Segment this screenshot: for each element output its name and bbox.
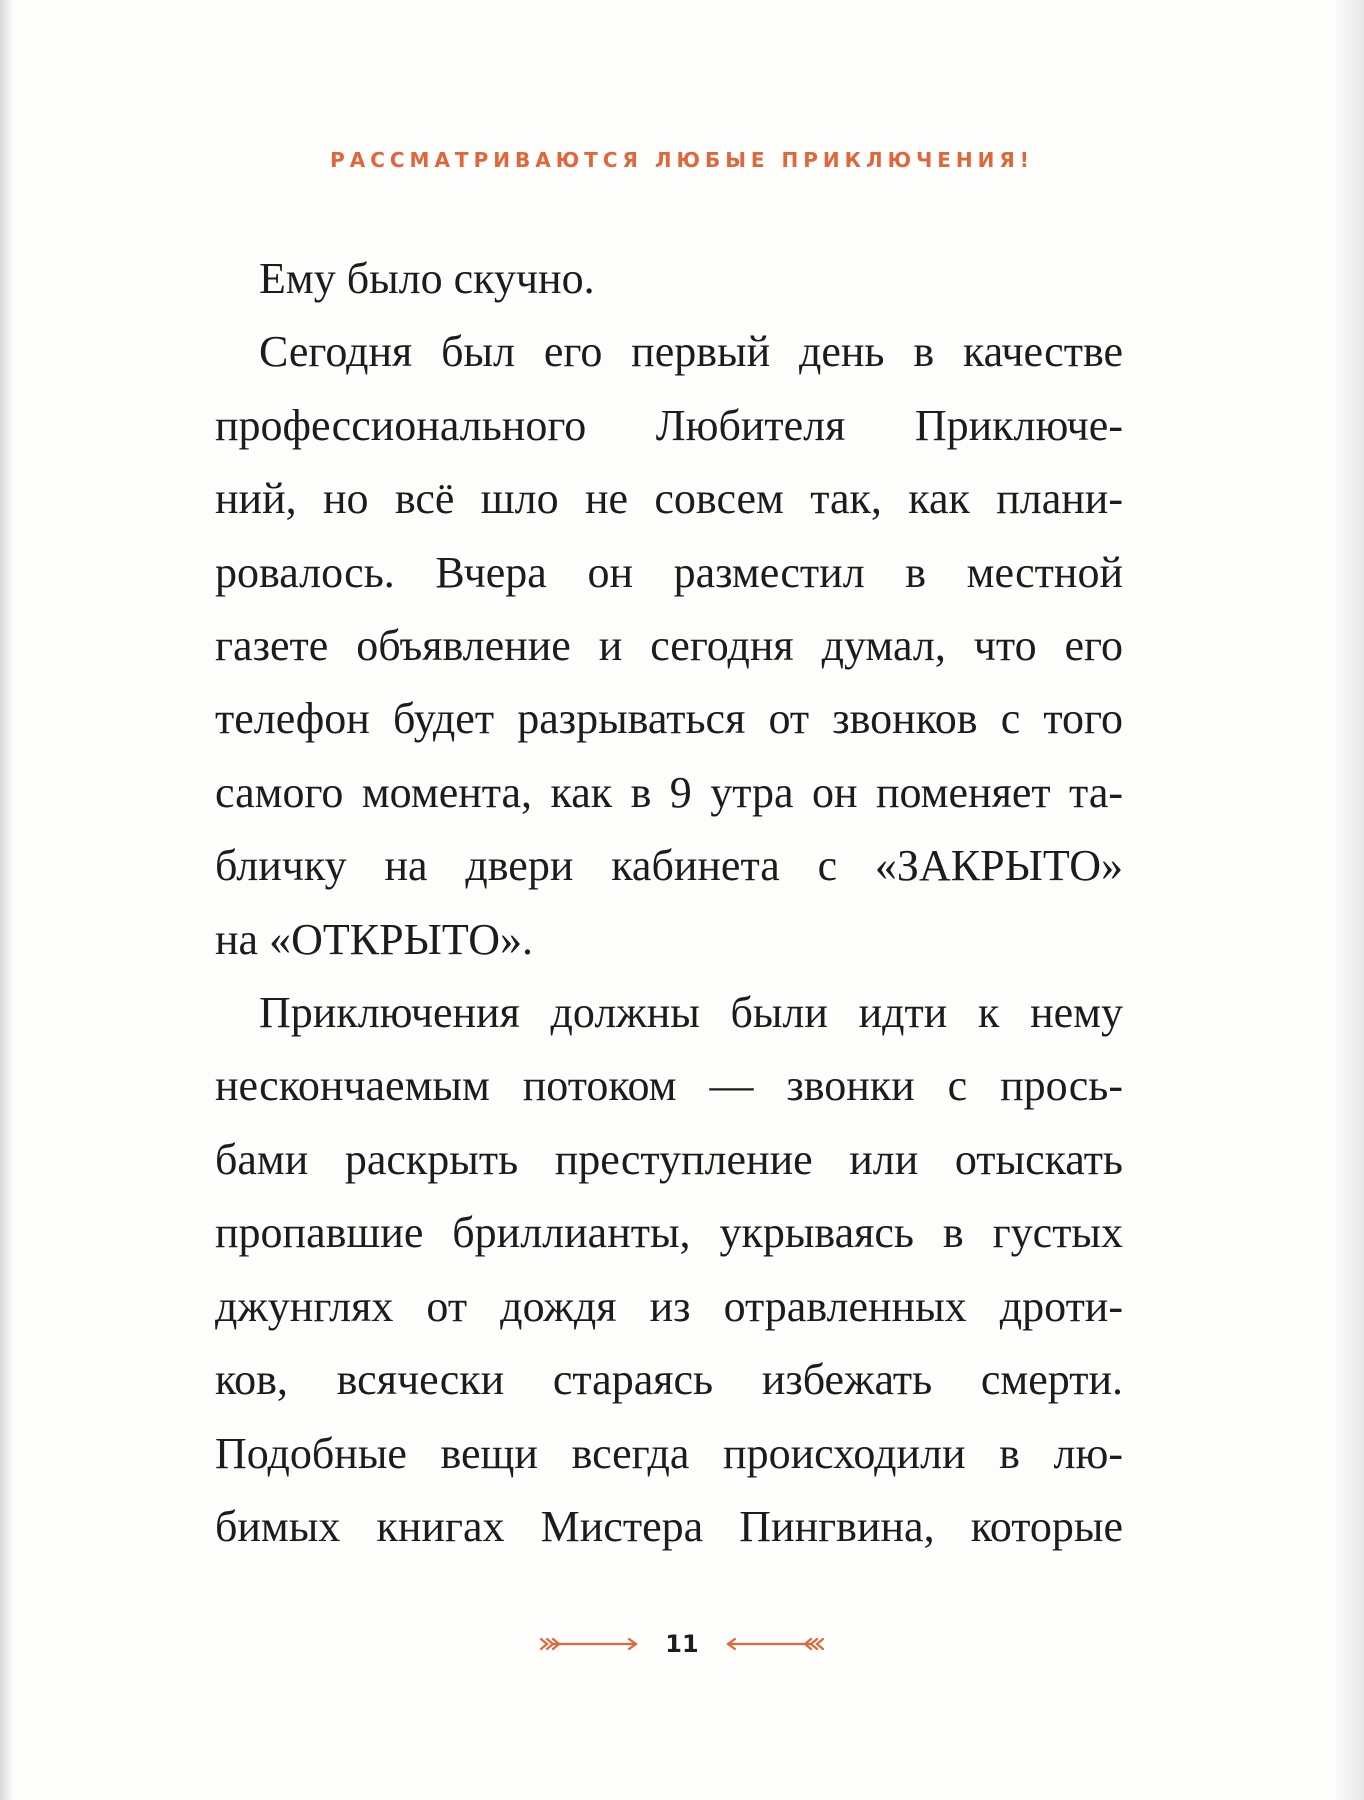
text-line: ков, всячески стараясь избежать смерти. [215,1355,1123,1405]
text-line: телефон будет разрываться от звонков с того [215,694,1123,744]
text-line: на «ОТКРЫТО». [215,914,533,964]
text-line: ний, но всё шло не совсем так, как плани- [215,474,1123,524]
text-line: Ему было скучно. [259,254,595,303]
arrow-right-icon [539,1634,643,1654]
body-text [215,242,1123,1563]
text-line: Сегодня был его первый день в качестве [259,327,1123,377]
text-line: бличку на двери кабинета с «ЗАКРЫТО» [215,841,1123,891]
text-line: Приключения должны были идти к нему [259,988,1123,1038]
text-line: ровалось. Вчера он разместил в местной [215,547,1123,597]
running-head: РАССМАТРИВАЮТСЯ ЛЮБЫЕ ПРИКЛЮЧЕНИЯ! [330,148,1034,172]
text-line: пропавшие бриллианты, укрываясь в густых [215,1208,1123,1258]
text-line: профессионального Любителя Приключе- [215,400,1123,450]
text-line: джунглях от дождя из отравленных дроти- [215,1281,1123,1331]
page-number: 11 [665,1630,699,1658]
scan-shadow-left [0,0,14,1800]
text-line: газете объявление и сегодня думал, что его [215,621,1123,671]
scan-shadow-right [1334,0,1364,1800]
text-line: Подобные вещи всегда происходили в лю- [215,1428,1123,1478]
text-line: самого момента, как в 9 утра он поменяет та- [215,767,1123,817]
text-line: нескончаемым потоком — звонки с прось- [215,1061,1123,1111]
text-line: бимых книгах Мистера Пингвина, которые [215,1501,1123,1551]
page-footer [0,1624,1364,1664]
text-line: бами раскрыть преступление или отыскать [215,1134,1123,1184]
arrow-left-icon [721,1634,825,1654]
